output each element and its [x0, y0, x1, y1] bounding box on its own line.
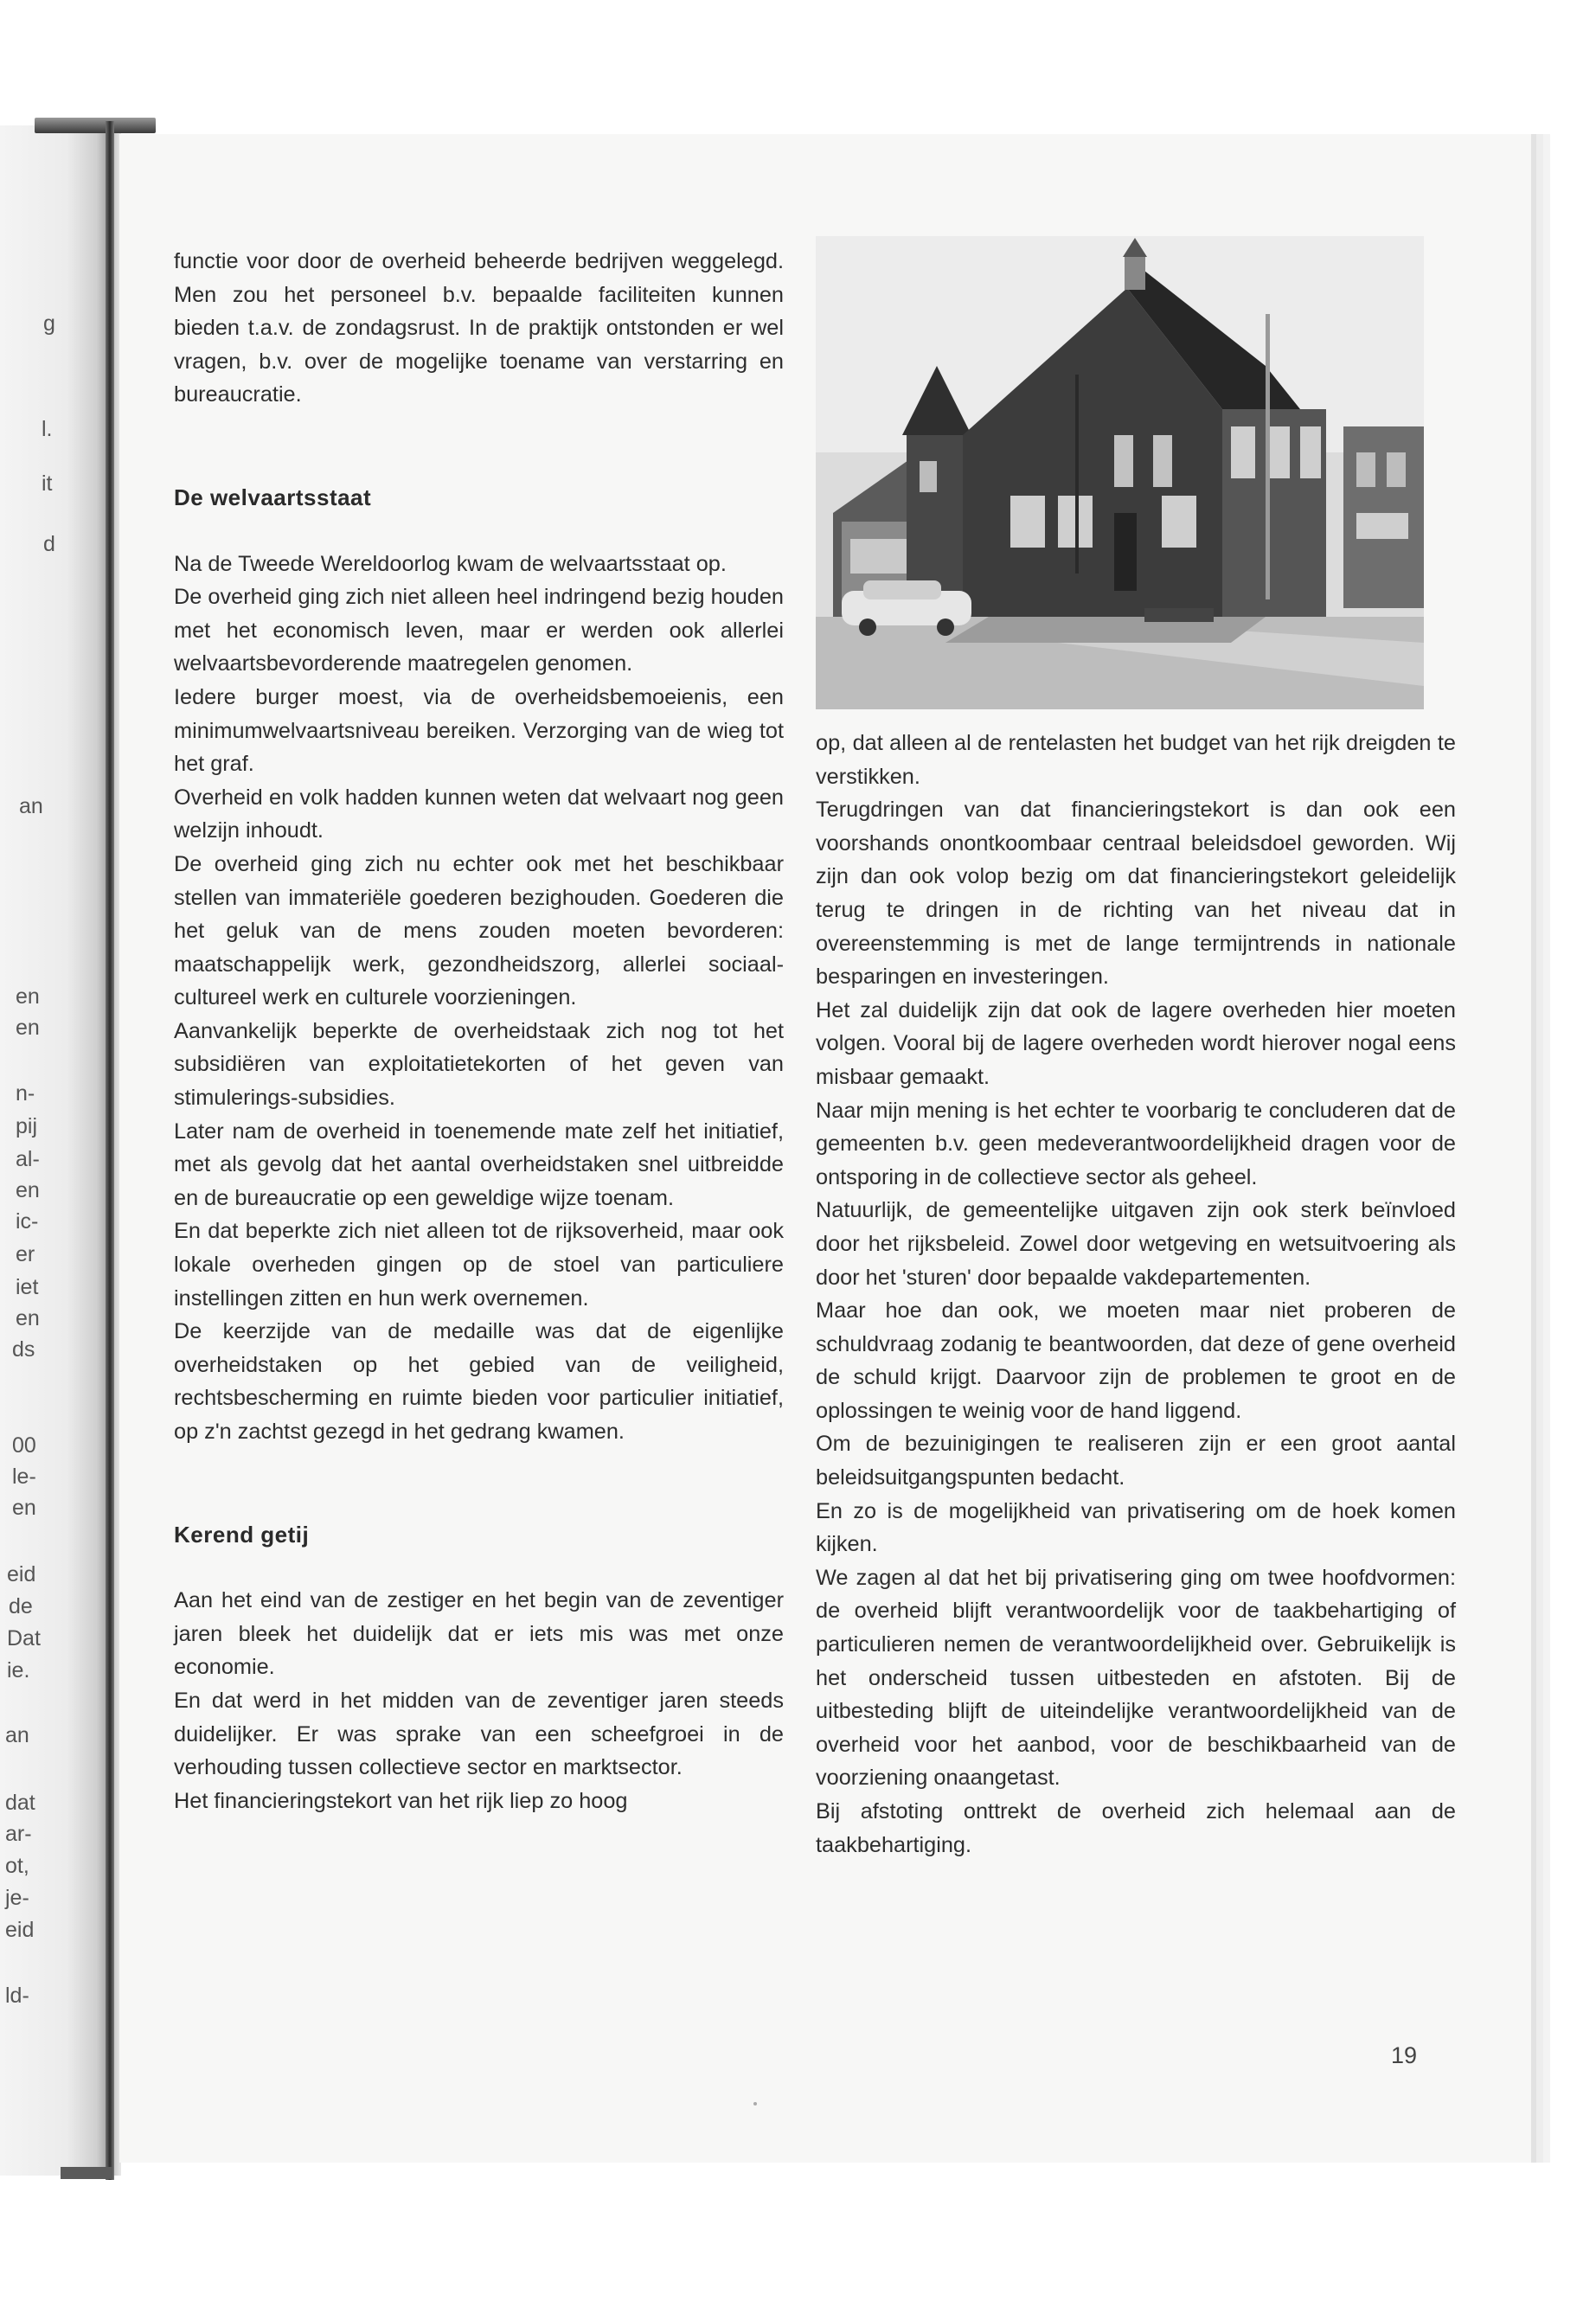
paragraph: En dat werd in het midden van de zeventiger jaren steeds duidelijker. Er was sprake van een scheefgroei in de verhouding tussen collectieve sector en marktsector.	[174, 1688, 784, 1780]
paragraph: Terugdringen van dat financieringstekort is dan ook een voorshands onontkoombaar centraal beleidsdoel geworden. Wij zijn dan ook volop bezig om dat financieringstekort geleidelijk terug te dringen in de richting van het niveau dat in overeenstemming is met de lange termijntrends in nationale besparingen en investeringen.	[816, 798, 1456, 990]
paragraph: Later nam de overheid in toenemende mate zelf het initiatief, met als gevolg dat het aantal overheidstaken snel uitbreidde en de bureaucratie op een geweldige wijze toenam.	[174, 1118, 784, 1210]
paragraph: Overheid en volk hadden kunnen weten dat welvaart nog geen welzijn inhoudt.	[174, 785, 784, 843]
fragment: de	[9, 1594, 33, 1618]
right-column	[816, 727, 1456, 1862]
page-number: 19	[1391, 2042, 1418, 2068]
speck	[753, 2102, 757, 2106]
fragment: ld-	[5, 1984, 29, 2008]
paragraph: Om de bezuinigingen te realiseren zijn er een groot aantal beleidsuitgangspunten bedacht.	[816, 1432, 1456, 1490]
fragment: an	[5, 1723, 29, 1747]
paragraph: Natuurlijk, de gemeentelijke uitgaven zijn ook sterk beïnvloed door het rijksbeleid. Zowel door wetgeving en wetsuitvoering als door het 'sturen' door bepaalde vakdepartementen.	[816, 1198, 1456, 1290]
fragment: d	[43, 532, 55, 556]
fragment: n-	[16, 1081, 35, 1106]
fragment: en	[16, 984, 40, 1009]
paragraph: Bij afstoting onttrekt de overheid zich helemaal aan de taakbehartiging.	[816, 1799, 1456, 1857]
intro-paragraph: functie voor door de overheid beheerde bedrijven weggelegd. Men zou het personeel b.v. bepaalde faciliteiten kunnen bieden t.a.v. de zondagsrust. In de praktijk ontstonden er wel vragen, b.v. over de mogelijke toename van verstarring en bureaucratie.	[174, 249, 784, 407]
fragment: en	[12, 1496, 36, 1520]
fragment: al-	[16, 1147, 40, 1171]
left-column	[174, 245, 784, 1817]
paragraph: Het financieringstekort van het rijk liep zo hoog	[174, 1788, 628, 1813]
fragment: g	[43, 311, 55, 336]
paragraph: We zagen al dat het bij privatisering ging om twee hoofdvormen: de overheid blijft verantwoordelijk voor de taakbehartiging of particulieren nemen de verantwoordelijkheid over. Gebruikelijk is het onderscheid tussen uitbesteden en afstoten. Bij de uitbesteding blijft de uiteindelijke verantwoordelijkheid van de overheid voor het aanbod, voor de beschikbaarheid van de voorziening onaangetast.	[816, 1565, 1456, 1791]
fragment: dat	[5, 1791, 35, 1815]
fragment: ie.	[7, 1658, 30, 1682]
paragraph: Iedere burger moest, via de overheidsbemoeienis, een minimumwelvaartsniveau bereiken. Verzorging van de wieg tot het graf.	[174, 684, 784, 777]
fragment: eid	[7, 1562, 36, 1586]
fragment: iet	[16, 1275, 39, 1299]
fragment: l.	[42, 417, 53, 441]
book-page	[119, 134, 1531, 2163]
fragment: ot,	[5, 1854, 29, 1878]
fragment: ic-	[16, 1209, 39, 1234]
fragment: en	[16, 1016, 40, 1040]
paragraph: Maar hoe dan ook, we moeten maar niet proberen de schuldvraag zodanig te beantwoorden, dat deze of gene overheid de schuld krijgt. Daarvoor zijn de problemen te groot en de oplossingen te weinig voor de hand liggend.	[816, 1298, 1456, 1423]
fragment: er	[16, 1242, 35, 1266]
spine-edge	[106, 121, 114, 2180]
fragment: en	[16, 1306, 40, 1330]
paragraph: De overheid ging zich nu echter ook met het beschikbaar stellen van immateriële goederen bezighouden. Goederen die het geluk van de mens zouden moeten bevorderen: maatschappelijk werk, gezondheidszorg, allerlei sociaal-cultureel werk en culturele voorzieningen.	[174, 851, 784, 1010]
fragment: an	[19, 794, 43, 818]
fragment: le-	[12, 1465, 36, 1489]
section-heading-welvaartsstaat: De welvaartsstaat	[174, 484, 372, 510]
fragment: je-	[5, 1886, 29, 1910]
fragment: ds	[12, 1337, 35, 1362]
building-illustration	[816, 236, 1424, 709]
paragraph: En dat beperkte zich niet alleen tot de rijksoverheid, maar ook lokale overheden gingen op de stoel van particuliere instellingen zitten en hun werk overnemen.	[174, 1219, 784, 1311]
paragraph: op, dat alleen al de rentelasten het budget van het rijk dreigden te verstikken.	[816, 731, 1456, 789]
fragment: pij	[16, 1114, 38, 1138]
paragraph: Het zal duidelijk zijn dat ook de lagere overheden hier moeten volgen. Vooral bij de lagere overheden wordt hierover nogal eens misbaar gemaakt.	[816, 997, 1456, 1089]
paragraph: En zo is de mogelijkheid van privatisering om de hoek komen kijken.	[816, 1498, 1456, 1557]
fragment: Dat	[7, 1626, 41, 1650]
facing-page-fragments	[0, 0, 104, 2301]
fragment: eid	[5, 1918, 35, 1942]
fragment: en	[16, 1178, 40, 1202]
paragraph: De overheid ging zich niet alleen heel indringend bezig houden met het economisch leven, maar er werden ook allerlei welvaartsbevorderende maatregelen genomen.	[174, 585, 784, 676]
town-hall-photo	[816, 236, 1424, 709]
section-heading-kerend-getij: Kerend getij	[174, 1521, 310, 1548]
paragraph: De keerzijde van de medaille was dat de eigenlijke overheidstaken op het gebied van de veiligheid, rechtsbescherming en ruimte bieden voor particulier initiatief, op z'n zachtst gezegd in het gedrang kwamen.	[174, 1319, 784, 1444]
fragment: 00	[12, 1433, 36, 1458]
fragment: ar-	[5, 1822, 32, 1846]
paragraph: Aanvankelijk beperkte de overheidstaak zich nog tot het subsidiëren van exploitatietekorten of het geven van stimulerings-subsidies.	[174, 1018, 784, 1111]
fragment: it	[42, 471, 53, 496]
paragraph: Na de Tweede Wereldoorlog kwam de welvaartsstaat op.	[174, 551, 727, 576]
paragraph: Aan het eind van de zestiger en het begin van de zeventiger jaren bleek het duidelijk dat er iets mis was met onze economie.	[174, 1588, 784, 1680]
paragraph: Naar mijn mening is het echter te voorbarig te concluderen dat de gemeenten b.v. geen medeverantwoordelijkheid dragen voor de ontsporing in de collectieve sector als geheel.	[816, 1098, 1456, 1189]
